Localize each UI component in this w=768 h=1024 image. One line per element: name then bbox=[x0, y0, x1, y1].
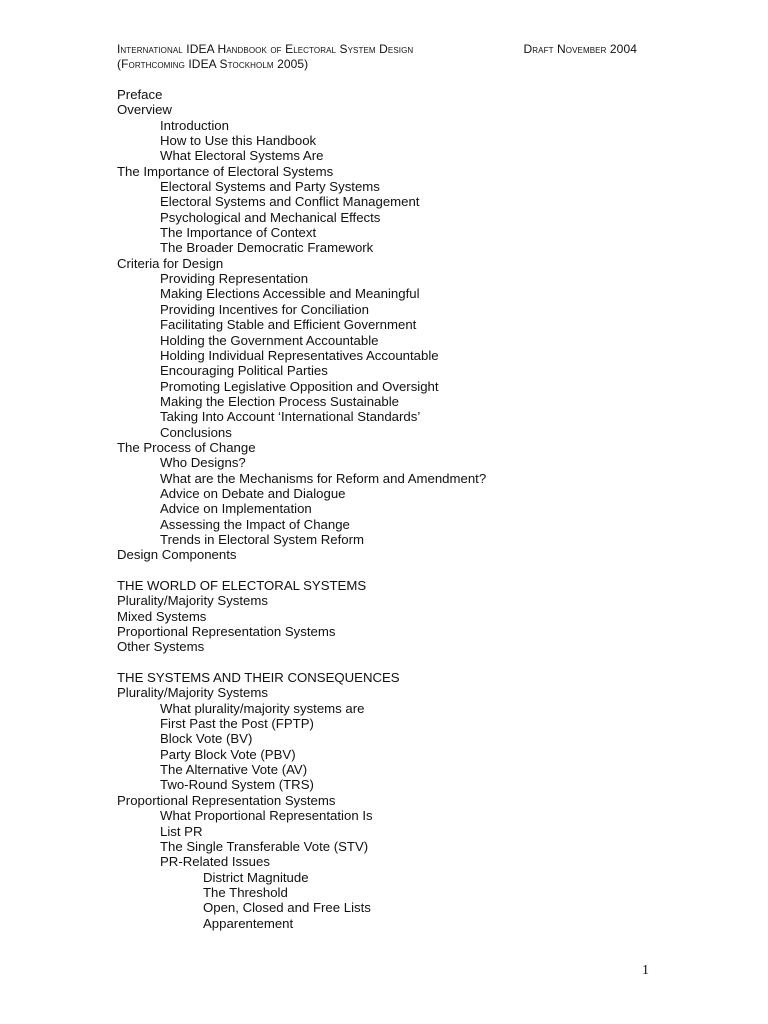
toc-entry: Conclusions bbox=[160, 424, 232, 440]
toc-entry: How to Use this Handbook bbox=[160, 133, 317, 149]
toc-entry: List PR bbox=[160, 823, 203, 839]
toc-entry: The Importance of Context bbox=[160, 225, 317, 241]
toc-entry: What are the Mechanisms for Reform and Amendment? bbox=[160, 470, 487, 486]
toc-entry: What Proportional Representation Is bbox=[160, 808, 373, 824]
toc-entry: Holding the Government Accountable bbox=[160, 332, 379, 348]
toc-entry: Taking Into Account ‘International Standards’ bbox=[160, 409, 421, 425]
toc-entry: Trends in Electoral System Reform bbox=[160, 531, 364, 547]
toc-entry: The Broader Democratic Framework bbox=[160, 240, 374, 256]
toc-entry: Party Block Vote (PBV) bbox=[160, 746, 296, 762]
toc-entry: Making Elections Accessible and Meaningful bbox=[160, 286, 420, 302]
toc-heading: Design Components bbox=[117, 547, 237, 563]
toc-heading: Plurality/Majority Systems bbox=[117, 593, 268, 609]
toc-entry: Providing Incentives for Conciliation bbox=[160, 301, 369, 317]
toc-entry: The Single Transferable Vote (STV) bbox=[160, 838, 369, 854]
header-top-row bbox=[117, 42, 637, 57]
toc-entry: What plurality/majority systems are bbox=[160, 700, 365, 716]
toc-heading: Proportional Representation Systems bbox=[117, 624, 336, 640]
toc-heading: Mixed Systems bbox=[117, 608, 207, 624]
toc-entry: Holding Individual Representatives Accountable bbox=[160, 347, 439, 363]
toc-heading: THE WORLD OF ELECTORAL SYSTEMS bbox=[117, 578, 367, 593]
handbook-title: International IDEA Handbook of Electoral System Design bbox=[117, 42, 414, 56]
toc-entry: Electoral Systems and Conflict Management bbox=[160, 194, 420, 210]
toc-heading: Plurality/Majority Systems bbox=[117, 685, 268, 701]
toc-entry: Electoral Systems and Party Systems bbox=[160, 179, 380, 195]
toc-heading: The Importance of Electoral Systems bbox=[117, 163, 334, 179]
toc-heading: Other Systems bbox=[117, 639, 205, 655]
toc-heading: Preface bbox=[117, 87, 163, 102]
toc-spacer bbox=[117, 655, 677, 670]
toc-entry: Block Vote (BV) bbox=[160, 731, 253, 747]
toc-entry: Facilitating Stable and Efficient Government bbox=[160, 317, 417, 333]
toc-heading: Overview bbox=[117, 102, 172, 118]
toc-entry: Who Designs? bbox=[160, 455, 246, 471]
toc-heading: THE SYSTEMS AND THEIR CONSEQUENCES bbox=[117, 670, 400, 686]
toc-subentry: District Magnitude bbox=[203, 869, 309, 885]
page-header bbox=[117, 42, 637, 72]
toc-heading: Criteria for Design bbox=[117, 255, 224, 271]
draft-date: Draft November 2004 bbox=[523, 42, 637, 56]
toc-entry: Promoting Legislative Opposition and Oversight bbox=[160, 378, 439, 394]
toc-entry: Encouraging Political Parties bbox=[160, 363, 328, 379]
toc-subentry: Open, Closed and Free Lists bbox=[203, 900, 371, 916]
handbook-subtitle: (Forthcoming IDEA Stockholm 2005) bbox=[117, 57, 309, 71]
toc-entry: Assessing the Impact of Change bbox=[160, 516, 350, 532]
table-of-contents bbox=[117, 87, 677, 931]
toc-entry: PR-Related Issues bbox=[160, 854, 270, 870]
toc-entry: First Past the Post (FPTP) bbox=[160, 716, 314, 732]
toc-entry: Making the Election Process Sustainable bbox=[160, 393, 399, 409]
toc-entry: Two-Round System (TRS) bbox=[160, 777, 314, 793]
toc-heading: The Process of Change bbox=[117, 439, 256, 455]
page-number: 1 bbox=[642, 963, 649, 978]
toc-entry: What Electoral Systems Are bbox=[160, 148, 324, 164]
toc-entry: The Alternative Vote (AV) bbox=[160, 762, 308, 778]
toc-subentry: The Threshold bbox=[203, 884, 288, 900]
toc-spacer bbox=[117, 563, 677, 578]
toc-entry: Advice on Debate and Dialogue bbox=[160, 485, 346, 501]
toc-entry: Advice on Implementation bbox=[160, 501, 312, 517]
toc-entry: Introduction bbox=[160, 117, 229, 133]
toc-heading: Proportional Representation Systems bbox=[117, 792, 336, 808]
toc-entry: Psychological and Mechanical Effects bbox=[160, 209, 381, 225]
toc-entry: Providing Representation bbox=[160, 271, 309, 287]
toc-subentry: Apparentement bbox=[203, 915, 294, 931]
